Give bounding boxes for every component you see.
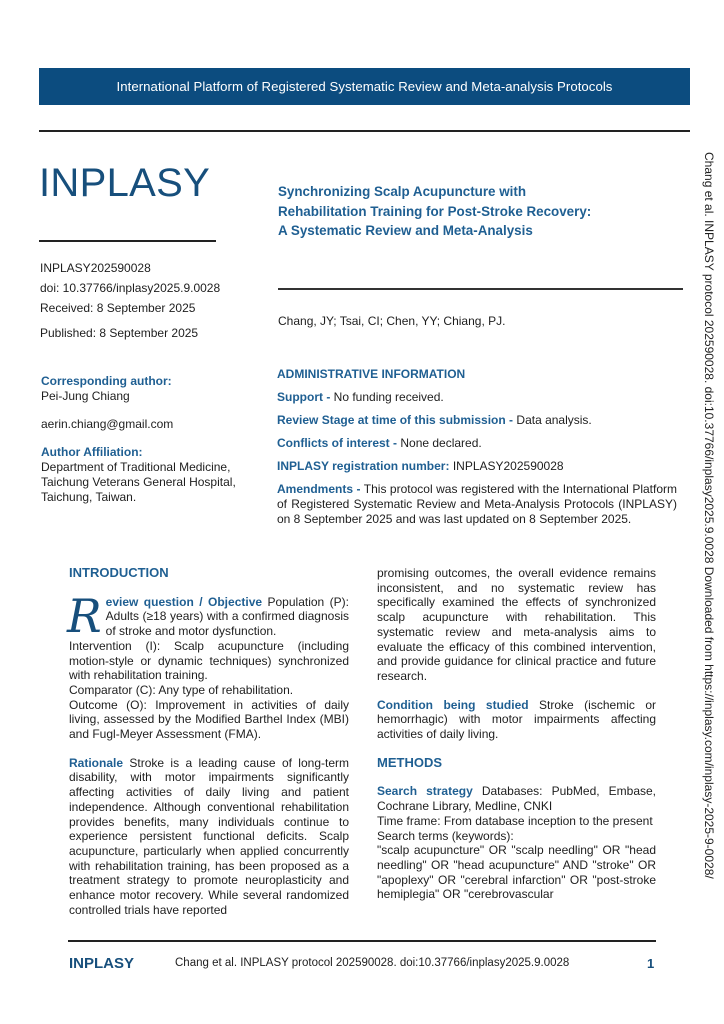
support-value: No funding received. [330,390,444,404]
footer-logo: INPLASY [69,955,135,972]
author-list: Chang, JY; Tsai, CI; Chen, YY; Chiang, PJ. [278,314,506,328]
search-strategy-paragraph [377,784,656,813]
conflicts-row [277,436,677,451]
support-row [277,390,677,405]
condition-label: Condition being studied [377,697,529,712]
title-line: Synchronizing Scalp Acupuncture with [278,184,526,199]
page-number: 1 [647,956,655,971]
review-stage-row [277,413,677,428]
journal-banner [39,68,690,105]
rationale-text: Stroke is a leading cause of long-term disability, with motor impairments significantly affecting activities of daily living and patient independence. Although conventional rehabilitation provides benefits, many individuals continue to experience persistent functional deficits. Scalp acupuncture, particularly when applied concurrently with rehabilitation training, has been proposed as a treatment strategy to promote neuroplasticity and enhance motor recovery. While several randomized controlled trials have reported [69,755,349,917]
conflicts-value: None declared. [397,436,482,450]
administrative-information [277,367,677,535]
rationale-continued: promising outcomes, the overall evidence remains inconsistent, and no systematic review has specifically examined the effects of synchronized scalp acupuncture with rehabilitation. This systematic review and meta-analysis aims to evaluate the efficacy of this combined intervention, and provide guidance for clinical practice and future research. [377,566,656,683]
time-frame-text: Time frame: From database inception to the present [377,813,653,828]
affiliation-label: Author Affiliation: [41,445,143,459]
doi-link[interactable]: doi: 10.37766/inplasy2025.9.0028 [40,281,221,295]
review-question-text: Population (P): Adults (≥18 years) with a confirmed diagnosis of stroke and motor dysfunction. [105,594,349,639]
rationale-label: Rationale [69,755,124,770]
amendments-label: Amendments - [277,482,361,496]
vertical-citation-margin [700,152,720,932]
amendments-row [277,482,677,527]
column-right [377,566,656,902]
affiliation-line: Department of Traditional Medicine, [41,460,231,474]
review-stage-value: Data analysis. [513,413,592,427]
logo-divider [39,240,216,242]
condition-paragraph [377,698,656,742]
footer-citation: Chang et al. INPLASY protocol 202590028. doi:10.37766/inplasy2025.9.0028 [175,957,570,969]
amendments-value: This protocol was registered with the International Platform of Registered Systematic Review and Meta-Analysis Protocols (INPLASY) on 8 September 2025 and was last updated on 8 September 2025. [277,482,677,526]
paper-title [278,182,688,241]
methods-heading: METHODS [377,754,442,770]
support-label: Support - [277,390,331,404]
received-date: Received: 8 September 2025 [40,301,196,315]
author-info [41,374,261,505]
banner-text: International Platform of Registered Systematic Review and Meta-analysis Protocols [116,79,613,94]
outcome-text: Outcome (O): Improvement in activities of daily living, assessed by the Modified Barthel Index (MBI) and Fugl-Meyer Assessment (FMA). [69,697,349,742]
affiliation-line: Taichung Veterans General Hospital, [41,475,236,489]
corresponding-author-email[interactable]: aerin.chiang@gmail.com [41,417,174,431]
title-line: Rehabilitation Training for Post-Stroke Recovery: [278,203,592,219]
condition-text: Stroke (ischemic or hemorrhagic) with motor impairments affecting activities of daily living. [377,697,656,742]
published-date: Published: 8 September 2025 [40,326,199,340]
review-question-label: eview question / Objective [105,594,263,609]
search-strategy-label: Search strategy [377,784,473,799]
registration-number-row [277,459,677,474]
admin-heading: ADMINISTRATIVE INFORMATION [277,367,466,381]
drop-cap: R [67,588,102,643]
corresponding-author-label: Corresponding author: [41,374,172,388]
column-left [69,566,349,917]
footer-divider [68,940,656,942]
affiliation-line: Taichung, Taiwan. [41,490,137,504]
title-divider [278,288,683,290]
registration-id: INPLASY202590028 [40,261,151,275]
inplasy-logo: INPLASY [39,161,211,205]
search-terms-label: Search terms (keywords): [377,828,514,843]
registration-number-value: INPLASY202590028 [449,459,564,473]
rationale-paragraph [69,756,349,918]
introduction-heading: INTRODUCTION [69,565,169,580]
title-line: A Systematic Review and Meta-Analysis [278,223,533,238]
search-terms-text: "scalp acupuncture" OR "scalp needling" OR "head needling" OR "head acupuncture" AND "stroke" OR "apoplexy" OR "cerebral infarction" OR "post-stroke hemiplegia" OR "cerebrovascular [377,843,656,902]
comparator-text: Comparator (C): Any type of rehabilitation. [69,682,294,697]
review-question-paragraph [67,588,349,643]
vertical-citation-text[interactable]: Chang et al. INPLASY protocol 202590028. doi:10.37766/inplasy2025.9.0028 Downloaded from https://inplasy.com/inplasy-2025-9-0028/ [702,152,716,879]
corresponding-author-name: Pei-Jung Chiang [41,389,130,403]
registration-number-label: INPLASY registration number: [277,459,450,473]
intervention-text: Intervention (I): Scalp acupuncture (including motion-style or dynamic techniques) synchronized with rehabilitation training. [69,638,349,683]
review-stage-label: Review Stage at time of this submission - [277,413,514,427]
conflicts-label: Conflicts of interest - [277,436,398,450]
search-strategy-text: Databases: PubMed, Embase, Cochrane Library, Medline, CNKI [377,784,656,814]
header-divider [39,130,690,132]
